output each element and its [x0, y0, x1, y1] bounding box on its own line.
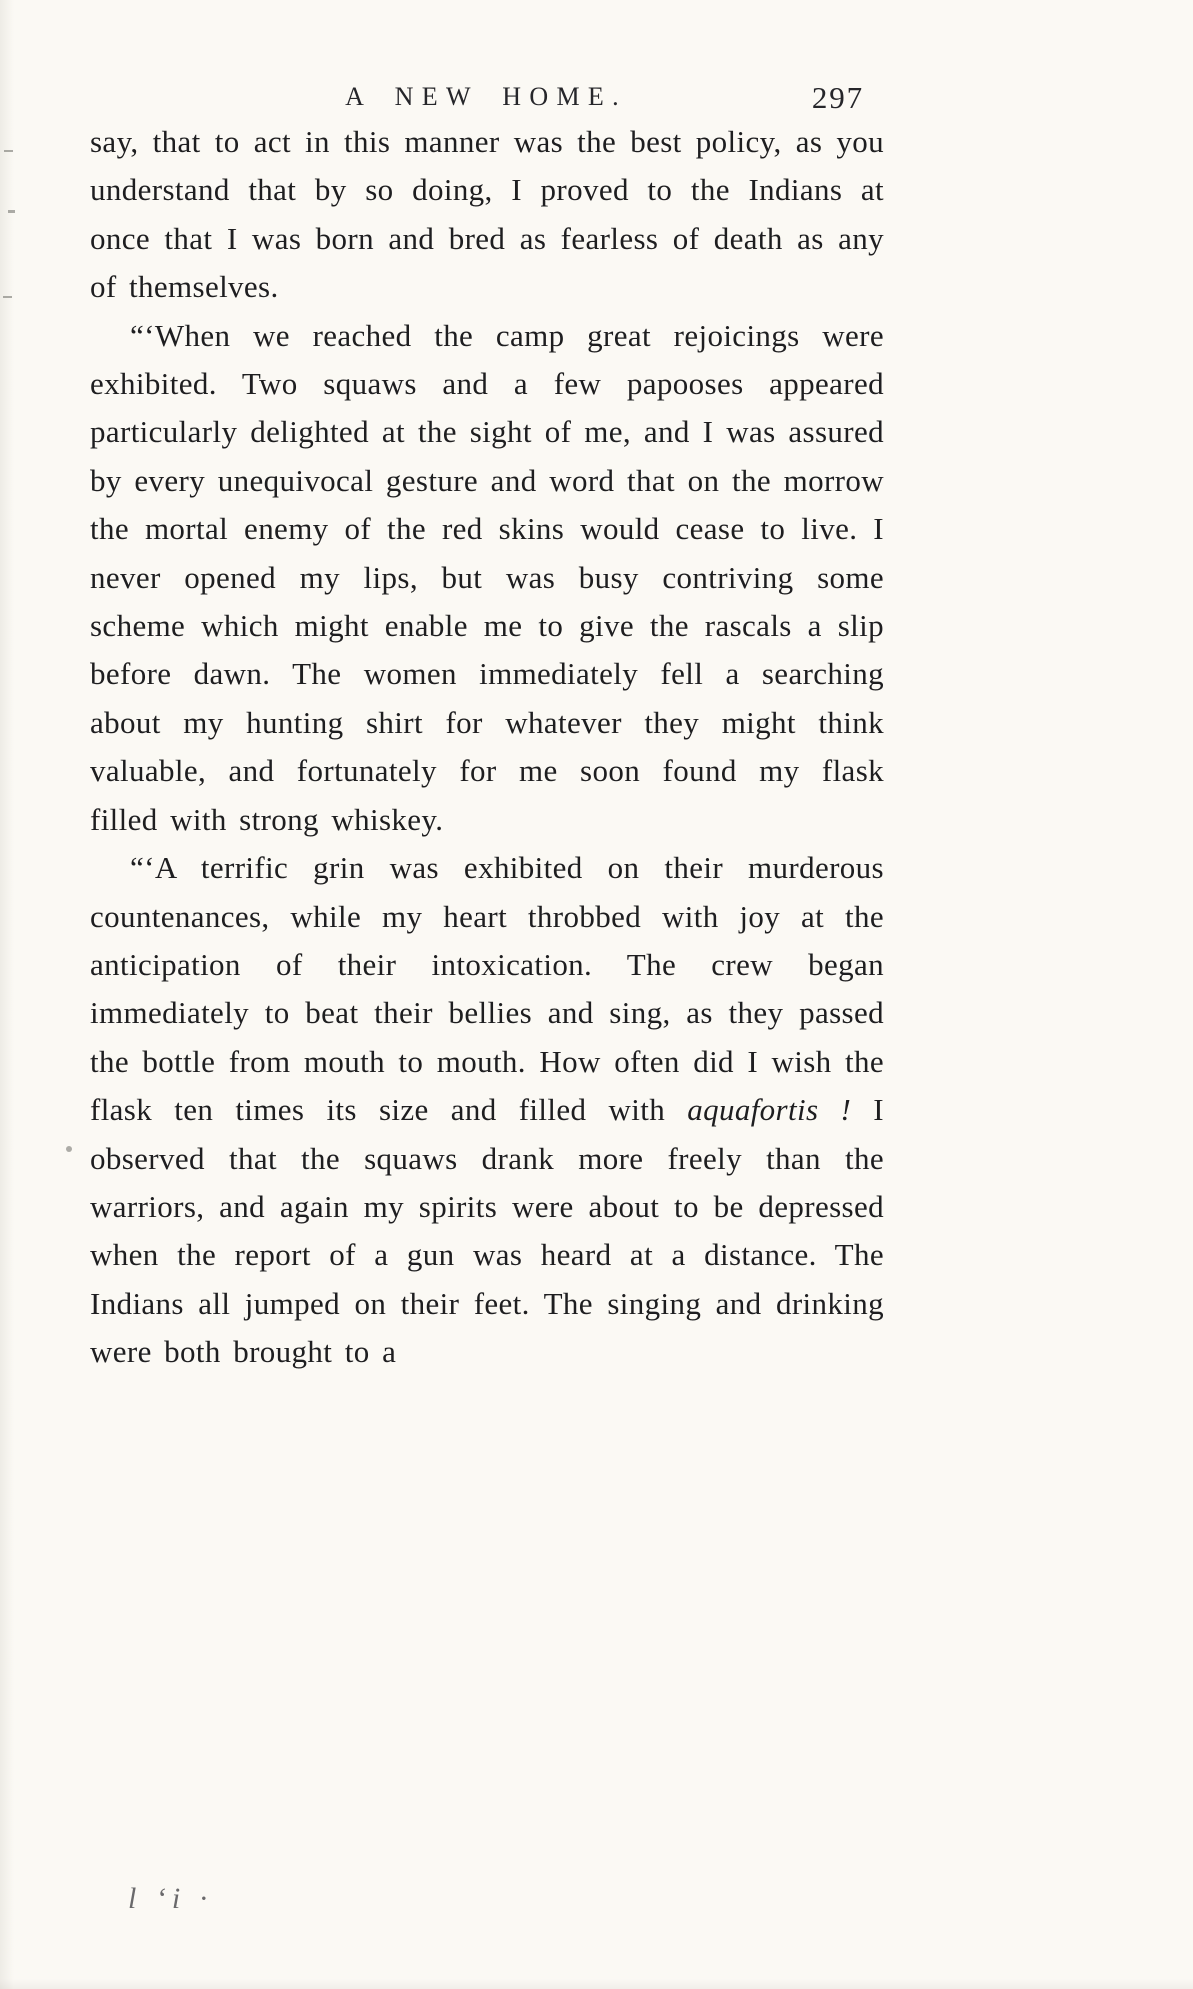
page-number: 297 [811, 80, 864, 115]
scan-artifact-mark [4, 150, 13, 152]
page-text [90, 118, 884, 1377]
text-segment: “‘When we reached the camp great rejoicings were exhibited. Two squaws and a few papooses appeared particularly delighted at the sight of me, and I was assured by every unequivocal gesture and word that on the morrow the mortal enemy of the red skins would cease to live. I never opened my lips, but was busy contriving some scheme which might enable me to give the rascals a slip before dawn. The women immediately fell a searching about my hunting shirt for whatever they might think valuable, and fortunately for me soon found my flask filled with strong whiskey. [90, 317, 884, 837]
scan-artifact-mark [8, 210, 15, 213]
paragraph [90, 844, 884, 1376]
paragraph [90, 312, 884, 844]
text-segment: say, that to act in this manner was the best policy, as you understand that by so doing, I proved to the Indians at once that I was born and bred as fearless of death as any of themselves. [90, 124, 884, 305]
running-title: A NEW HOME. [345, 82, 627, 111]
footer-signature-mark: l ʻi · [128, 1882, 214, 1915]
text-segment: I observed that the squaws drank more freely than the warriors, and again my spirits were about to be depressed when the report of a gun was heard at a distance. The Indians all jumped on their feet. The singing and drinking were both brought to a [90, 1092, 885, 1370]
scan-artifact-mark [3, 296, 12, 298]
paragraph [90, 118, 884, 312]
italic-text-segment: aquafortis ! [687, 1092, 852, 1128]
text-segment: “‘A terrific grin was exhibited on their murderous countenances, while my heart throbbed with joy at the anticipation of their intoxication. The crew began immediately to beat their bellies and sing, as they passed the bottle from mouth to mouth. How often did I wish the flask ten times its size and filled with [90, 850, 884, 1128]
scan-artifact-mark [66, 1146, 72, 1152]
